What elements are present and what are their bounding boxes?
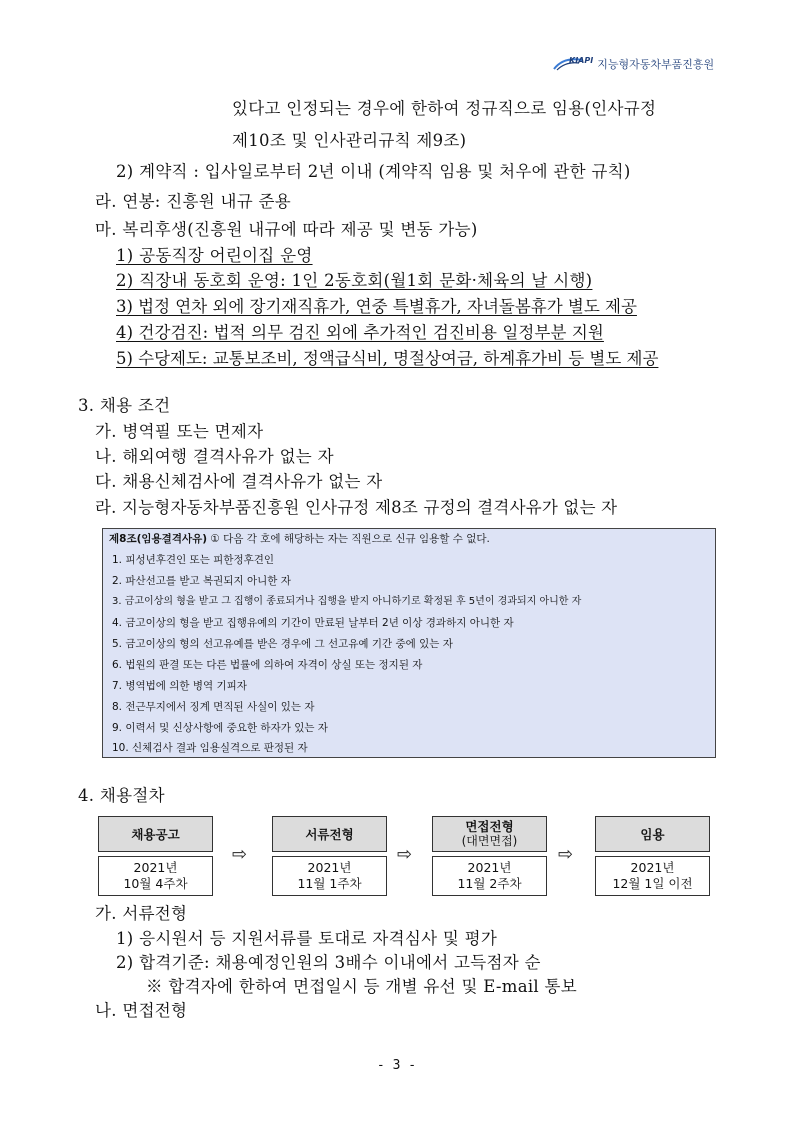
org-name: 지능형자동차부품진흥원 [597, 58, 715, 71]
step-subname: (대면면접) [461, 834, 518, 848]
welfare-item: 3) 법정 연차 외에 장기재직휴가, 연중 특별휴가, 자녀돌봄휴가 별도 제공 [116, 297, 637, 316]
subsection-title: 가. 서류전형 [95, 904, 188, 923]
regulation-item: 2. 파산선고를 받고 복권되지 아니한 자 [112, 575, 291, 587]
header-logo [553, 54, 714, 74]
step-name: 서류전형 [305, 826, 354, 842]
regulation-item: 4. 금고이상의 형을 받고 집행유예의 기간이 만료된 날부터 2년 이상 경과하지 아니한 자 [112, 617, 514, 629]
regulation-item: 5. 금고이상의 형의 선고유예를 받은 경우에 그 선고유예 기간 중에 있는 자 [112, 638, 453, 650]
body-line: 2) 계약직 : 입사일로부터 2년 이내 (계약직 임용 및 처우에 관한 규칙) [116, 162, 631, 181]
section-title: 4. 채용절차 [78, 786, 165, 805]
welfare-item: 1) 공동직장 어린이집 운영 [116, 246, 313, 265]
regulation-item: 8. 전근무지에서 징계 면직된 사실이 있는 자 [112, 701, 315, 713]
page-number: - 3 - [376, 1058, 417, 1073]
body-line: 라. 연봉: 진흥원 내규 준용 [95, 192, 291, 211]
arrow-right-icon: ⇨ [558, 844, 574, 865]
welfare-item: 5) 수당제도: 교통보조비, 정액급식비, 명절상여금, 하계휴가비 등 별도 제공 [116, 349, 659, 368]
step-date: 2021년 [133, 860, 178, 875]
condition-item: 나. 해외여행 결격사유가 없는 자 [95, 447, 334, 466]
step-date: 12월 1일 이전 [612, 876, 693, 891]
regulation-item: 10. 신체검사 결과 임용실격으로 판정된 자 [112, 742, 308, 754]
process-step-document [272, 816, 387, 896]
note-line: ※ 합격자에 한하여 면접일시 등 개별 유선 및 E-mail 통보 [146, 977, 578, 996]
step-date: 2021년 [307, 860, 352, 875]
body-line: 제10조 및 인사관리규칙 제9조) [232, 131, 467, 150]
regulation-box [102, 528, 716, 758]
regulation-item: 7. 병역법에 의한 병역 기피자 [112, 680, 247, 692]
regulation-heading: 제8조(임용결격사유) ① 다음 각 호에 해당하는 자는 직원으로 신규 임용할 수 없다. [109, 533, 490, 545]
arrow-right-icon: ⇨ [232, 844, 248, 865]
subsection-title: 나. 면접전형 [95, 1001, 188, 1020]
regulation-item: 6. 법원의 판결 또는 다른 법률에 의하여 자격이 상실 또는 정지된 자 [112, 659, 423, 671]
regulation-item: 3. 금고이상의 형을 받고 그 집행이 종료되거나 집행을 받지 아니하기로 확정된 후 5년이 경과되지 아니한 자 [112, 596, 582, 607]
regulation-item: 9. 이력서 및 신상사항에 중요한 하자가 있는 자 [112, 722, 328, 734]
welfare-item: 4) 건강검진: 법적 의무 검진 외에 추가적인 검진비용 일정부분 지원 [116, 323, 604, 342]
arrow-right-icon: ⇨ [397, 844, 413, 865]
step-date: 2021년 [467, 860, 512, 875]
body-line: 2) 합격기준: 채용예정인원의 3배수 이내에서 고득점자 순 [116, 953, 541, 972]
condition-item: 다. 채용신체검사에 결격사유가 없는 자 [95, 472, 383, 491]
body-line: 1) 응시원서 등 지원서류를 토대로 자격심사 및 평가 [116, 929, 498, 948]
regulation-item: 1. 피성년후견인 또는 피한정후견인 [112, 554, 275, 566]
process-step-appointment [595, 816, 710, 896]
step-name: 임용 [640, 826, 665, 842]
body-line: 마. 복리후생(진흥원 내규에 따라 제공 및 변동 가능) [95, 220, 478, 239]
step-name: 면접전형 [465, 819, 514, 834]
body-line: 있다고 인정되는 경우에 한하여 정규직으로 임용(인사규정 [232, 99, 657, 118]
step-name: 채용공고 [131, 826, 180, 842]
step-date: 11월 2주차 [457, 876, 522, 891]
condition-item: 가. 병역필 또는 면제자 [95, 422, 264, 441]
step-date: 11월 1주차 [297, 876, 362, 891]
welfare-item: 2) 직장내 동호회 운영: 1인 2동호회(월1회 문화·체육의 날 시행) [116, 271, 593, 290]
process-step-interview [432, 816, 547, 896]
logo-mark: KIAPI [569, 55, 594, 65]
step-date: 2021년 [630, 860, 675, 875]
step-date: 10월 4주차 [123, 876, 188, 891]
process-step-posting [98, 816, 213, 896]
section-title: 3. 채용 조건 [78, 396, 171, 415]
condition-item: 라. 지능형자동차부품진흥원 인사규정 제8조 규정의 결격사유가 없는 자 [95, 498, 618, 517]
